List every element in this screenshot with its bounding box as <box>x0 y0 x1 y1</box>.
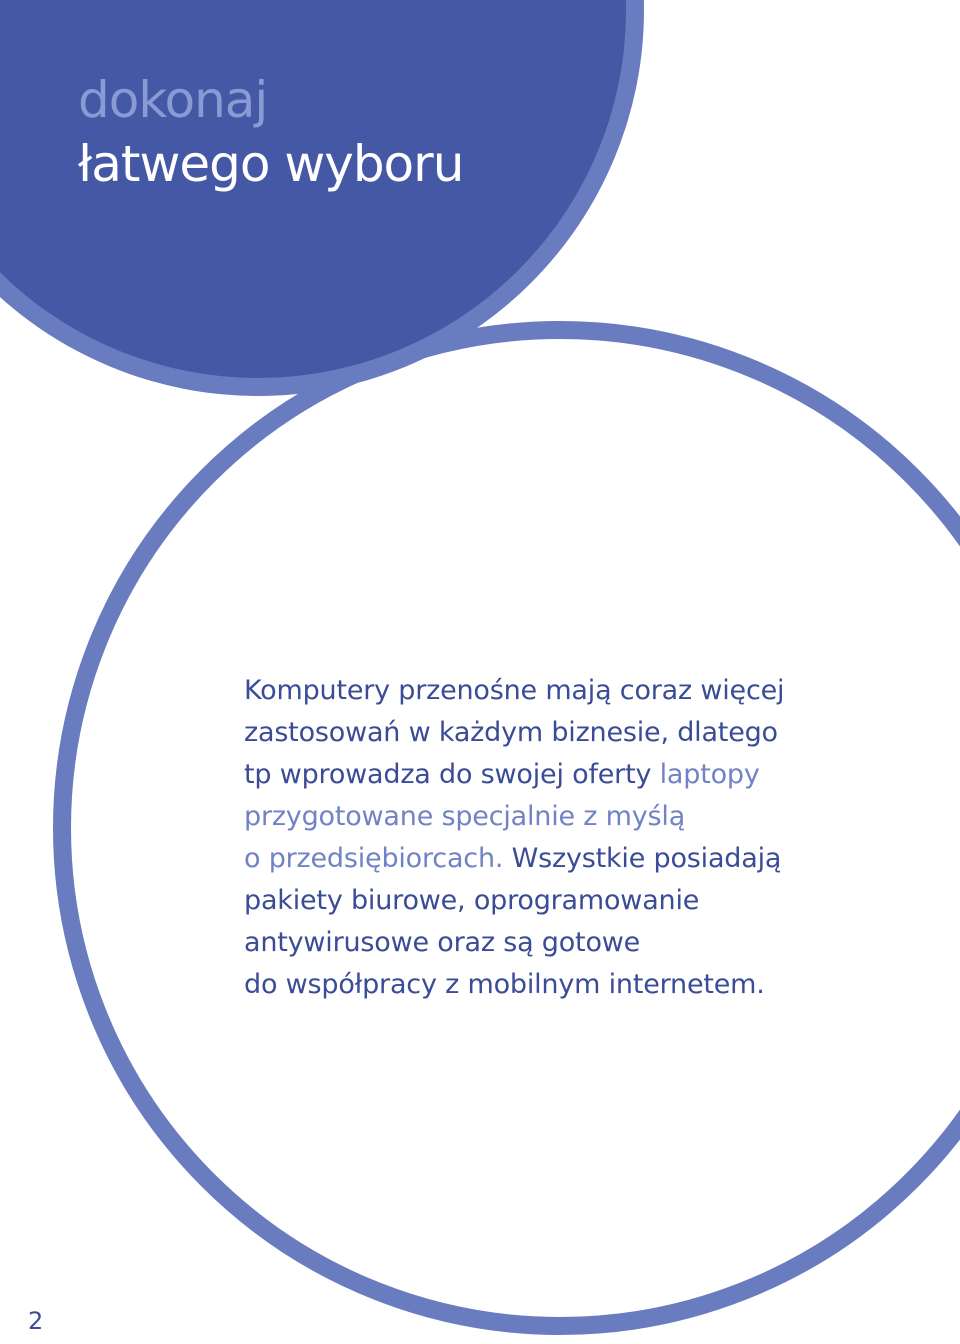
body-line: pakiety biurowe, oprogramowanie <box>244 885 700 916</box>
page-heading <box>78 68 463 196</box>
body-text-dark: tp wprowadza do swojej oferty <box>244 759 660 790</box>
body-line: antywirusowe oraz są gotowe <box>244 927 641 958</box>
body-line: Komputery przenośne mają coraz więcej <box>244 675 785 706</box>
body-line <box>244 754 864 796</box>
body-line: przygotowane specjalnie z myślą <box>244 801 686 832</box>
body-text-highlight: laptopy <box>659 759 760 790</box>
body-text-highlight: o przedsiębiorcach. <box>244 843 512 874</box>
body-line: do współpracy z mobilnym internetem. <box>244 969 765 1000</box>
page-number: 2 <box>28 1307 44 1335</box>
heading-line-dokonaj: dokonaj <box>78 71 268 129</box>
body-line: zastosowań w każdym biznesie, dlatego <box>244 717 778 748</box>
body-paragraph <box>244 670 864 1006</box>
heading-line-latwego-wyboru: łatwego wyboru <box>78 135 464 193</box>
body-text-dark: Wszystkie posiadają <box>511 843 782 874</box>
body-line <box>244 838 864 880</box>
